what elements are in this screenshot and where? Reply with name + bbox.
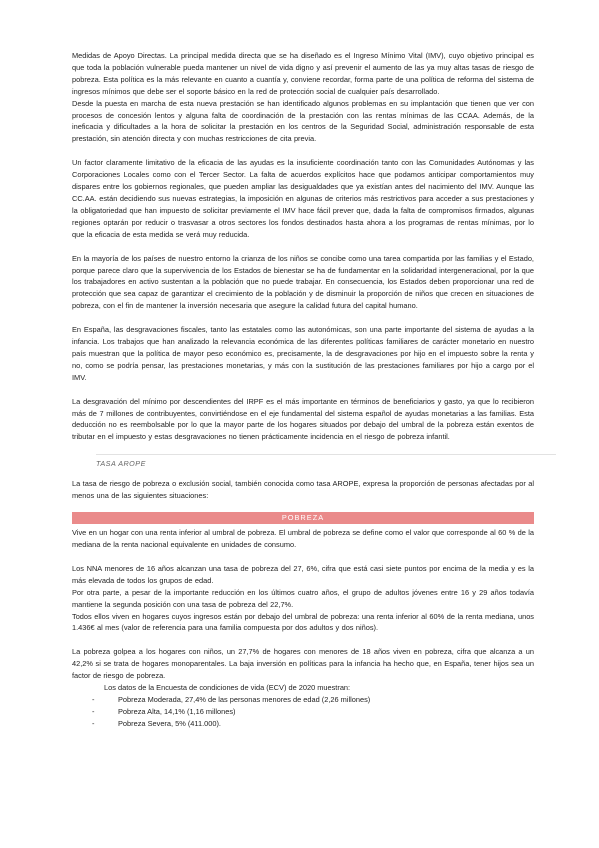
ecv-list xyxy=(92,682,534,730)
list-intro: Los datos de la Encuesta de condiciones de vida (ECV) de 2020 muestran: xyxy=(104,683,351,693)
box-title-tasa-arope: TASA AROPE xyxy=(96,454,556,468)
paragraph-desgravaciones: En España, las desgravaciones fiscales, tanto las estatales como las autonómicas, son una parte importante del sistema de ayudas a la infancia. Los trabajos que han analizado la relevancia económica de las diferentes políticas familiares de carácter monetario en nuestro país muestran que la política de mayor peso económico es, precisamente, la de desgravaciones por hijo en el impuesto sobre la renta y no, como se podría pensar, las prestaciones monetarias, y más con la sustitución de las prestaciones familiares por hijo a cargo por el IMV. xyxy=(72,325,534,382)
paragraph-irpf: La desgravación del mínimo por descendientes del IRPF es el más importante en términos de beneficiarios y gasto, ya que lo recibieron más de 7 millones de contribuyentes, convirtiéndose en el eje fundamental del sistema español de ayudas monetarias a las familias. Esta deducción no es reembolsable por lo que la mayor parte de los hogares situados por debajo del umbral de la pobreza están exentos de tributar en el impuesto y estas desgravaciones no tienen prácticamente incidencia en el riesgo de pobreza infantil. xyxy=(72,396,534,442)
section-banner-pobreza: POBREZA xyxy=(72,512,534,524)
paragraph-nna: Los NNA menores de 16 años alcanzan una tasa de pobreza del 27, 6%, cifra que está casi siete puntos por encima de la media y es la más elevada de todos los grupos de edad. xyxy=(72,563,534,585)
document-page xyxy=(72,50,534,730)
paragraph-jovenes: Por otra parte, a pesar de la importante reducción en los últimos cuatro años, el grupo de adultos jóvenes entre 16 y 29 años todavía mantiene la segunda posición con una tasa de pobreza del 22,7%. xyxy=(72,587,534,609)
paragraph-hogares-ninos: La pobreza golpea a los hogares con niños, un 27,7% de hogares con menores de 18 años viven en pobreza, cifra que alcanza a un 42,2% si se trata de hogares monoparentales. La baja inversión en políticas para la infancia ha hecho que, en España, tener hijos sea un factor de riesgo de pobreza. xyxy=(72,647,534,681)
paragraph-puesta-en-marcha: Desde la puesta en marcha de esta nueva prestación se han identificado algunos problemas en su implantación que tienen que ver con procesos de concesión lentos y alguna falta de coordinación de la prestación con las rentas mínimas de las CCAA. Además, de la ineficacia y dificultades a la hora de solicitar la prestación en los centros de la Seguridad Social, administración responsable de esta prestación, sin atención directa y con muchas restricciones de cita previa. xyxy=(72,98,534,144)
paragraph-arope-intro: La tasa de riesgo de pobreza o exclusión social, también conocida como tasa AROPE, expresa la proporción de personas afectadas por al menos una de las siguientes situaciones: xyxy=(72,479,534,501)
paragraph-crianza: En la mayoría de los países de nuestro entorno la crianza de los niños se concibe como una tarea compartida por las familias y el Estado, porque parece claro que la supervivencia de los Estados de bienestar se ha de fundamentar en la solidaridad intergeneracional, por la que los trabajadores en activo sustentan a la población que no puede trabajar. En consecuencia, los Estados deben proporcionar una red de protección que sea capaz de garantizar el crecimiento de la población y de disminuir la proporción de niños que crecen en situaciones de pobreza, con el fin de mantener la inversión necesaria que asegure la calidad futura del capital humano. xyxy=(72,253,534,311)
list-item: - Pobreza Severa, 5% (411.000). xyxy=(92,718,221,728)
paragraph-medidas-apoyo: Medidas de Apoyo Directas. La principal medida directa que se ha diseñado es el Ingreso Mínimo Vital (IMV), cuyo objetivo principal es que toda la población vulnerable pueda mantener un nivel de vida digno y así prevenir el aumento de las ya muy altas tasas de riesgo de pobreza. Esta política es la más relevante en cuanto a cuantía y, conviene recordar, forma parte de una política de reforma del sistema de ingresos mínimos que debe ser el soporte básico en la red de protección social de cualquier país desarrollado. xyxy=(72,51,534,96)
list-item: - Pobreza Moderada, 27,4% de las personas menores de edad (2,26 millones) xyxy=(92,694,371,704)
paragraph-umbral: Vive en un hogar con una renta inferior al umbral de pobreza. El umbral de pobreza se define como el valor que corresponde al 60 % de la mediana de la renta nacional equivalente en unidades de consumo. xyxy=(72,528,534,549)
paragraph-factor-limitativo: Un factor claramente limitativo de la eficacia de las ayudas es la insuficiente coordinación tanto con las Comunidades Autónomas y las Corporaciones Locales como con el Tercer Sector. La falta de acuerdos explícitos hace que podamos anticipar comportamientos muy dispares entre los gobiernos regionales, que pueden ampliar las desigualdades que ya existían antes del nacimiento del IMV. Aunque las CC.AA. están decidiendo sus nuevas estrategias, la imposición en algunas de criterios más restrictivos para acceder a sus prestaciones y la obligatoriedad que han impuesto de solicitar previamente el IMV hace fácil prever que, dada la falta de compromisos firmados, algunas regiones optarán por reducir o trasvasar a otros sectores los fondos destinados hasta ahora a los programas de rentas mínimas, por lo que la eficacia de esta medida se verá muy reducida. xyxy=(72,158,534,239)
list-item: - Pobreza Alta, 14,1% (1,16 millones) xyxy=(92,706,236,716)
paragraph-hogares-renta: Todos ellos viven en hogares cuyos ingresos están por debajo del umbral de pobreza: una renta inferior al 60% de la renta mediana, unos 1.436€ al mes (valor de referencia para una familia compuesta por dos adultos y dos niños). xyxy=(72,611,534,633)
